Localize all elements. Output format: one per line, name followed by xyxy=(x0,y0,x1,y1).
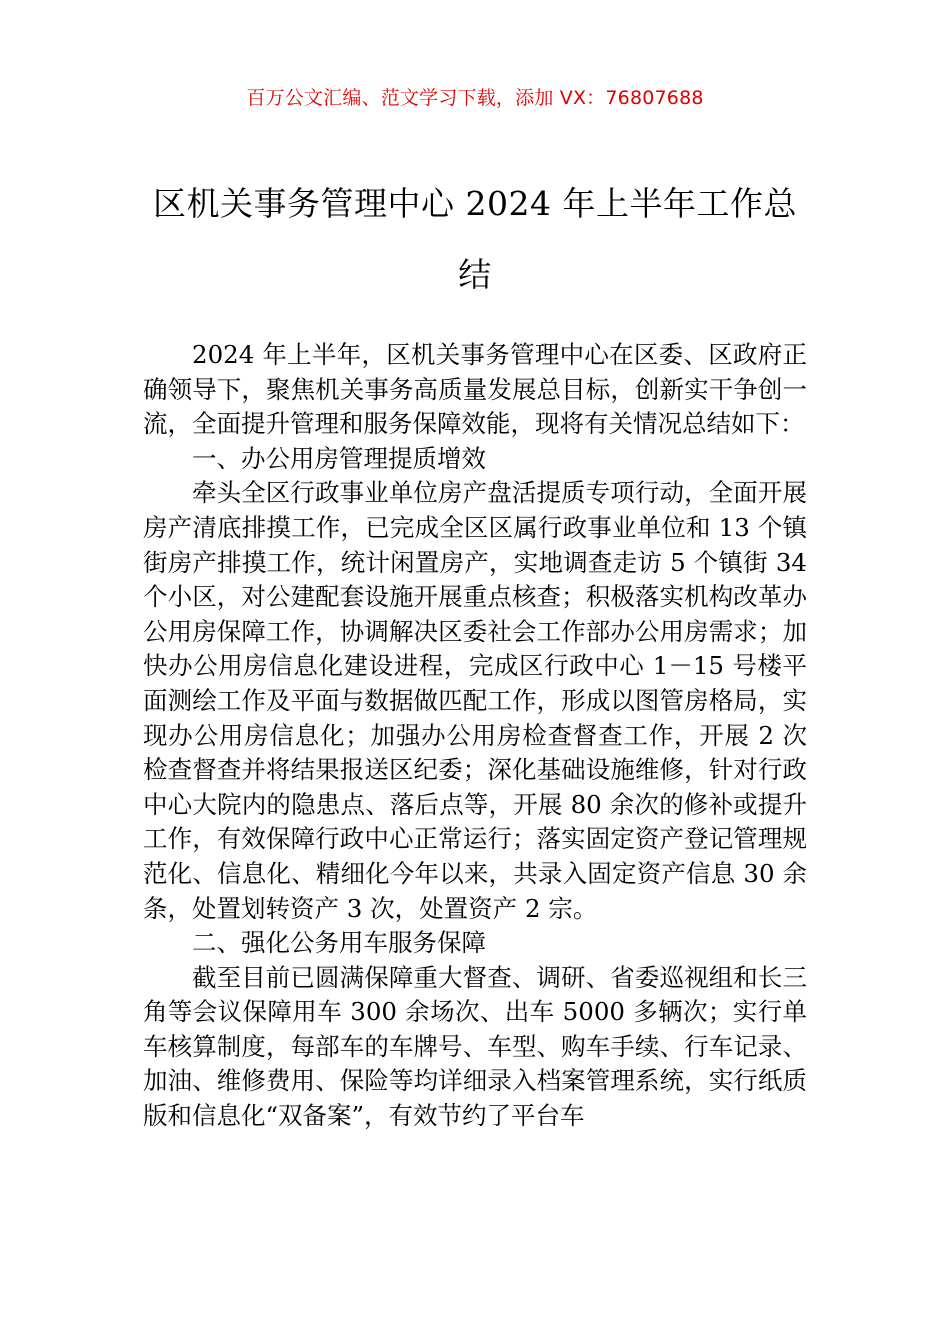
section-heading-official-vehicles: 二、强化公务用车服务保障 xyxy=(192,928,486,958)
section-heading-office-housing: 一、办公用房管理提质增效 xyxy=(192,443,486,473)
section-paragraph-official-vehicles: 截至目前已圆满保障重大督查、调研、省委巡视组和长三角等会议保障用车 300 余场次、出车 5000 多辆次；实行单车核算制度，每部车的车牌号、车型、购车手续、行车记录、加油、维修费用、保险等均详细录入档案管理系统，实行纸质版和信息化“双备案”，有效节约了平台车 xyxy=(143,962,807,1131)
section-paragraph-office-housing: 牵头全区行政事业单位房产盘活提质专项行动，全面开展房产清底排摸工作，已完成全区区属行政事业单位和 13 个镇街房产排摸工作，统计闲置房产，实地调查走访 5 个镇街 34 个小区，对公建配套设施开展重点核查；积极落实机构改革办公用房保障工作，协调解决区委社会工作部办公用房需求；加快办公用房信息化建设进程，完成区行政中心 1－15 号楼平面测绘工作及平面与数据做匹配工作，形成以图管房格局，实现办公用房信息化；加强办公用房检查督查工作，开展 2 次检查督查并将结果报送区纪委；深化基础设施维修，针对行政中心大院内的隐患点、落后点等，开展 80 余次的修补或提升工作，有效保障行政中心正常运行；落实固定资产登记管理规范化、信息化、精细化今年以来，共录入固定资产信息 30 余条，处置划转资产 3 次，处置资产 2 宗。 xyxy=(143,478,807,923)
document-title: 区机关事务管理中心 2024 年上半年工作总结 xyxy=(153,184,797,294)
document-body xyxy=(143,338,807,1134)
watermark-banner: 百万公文汇编、范文学习下载，添加 VX：76807688 xyxy=(246,87,704,109)
intro-paragraph: 2024 年上半年，区机关事务管理中心在区委、区政府正确领导下，聚焦机关事务高质量发展总目标，创新实干争创一流，全面提升管理和服务保障效能，现将有关情况总结如下： xyxy=(143,340,807,439)
